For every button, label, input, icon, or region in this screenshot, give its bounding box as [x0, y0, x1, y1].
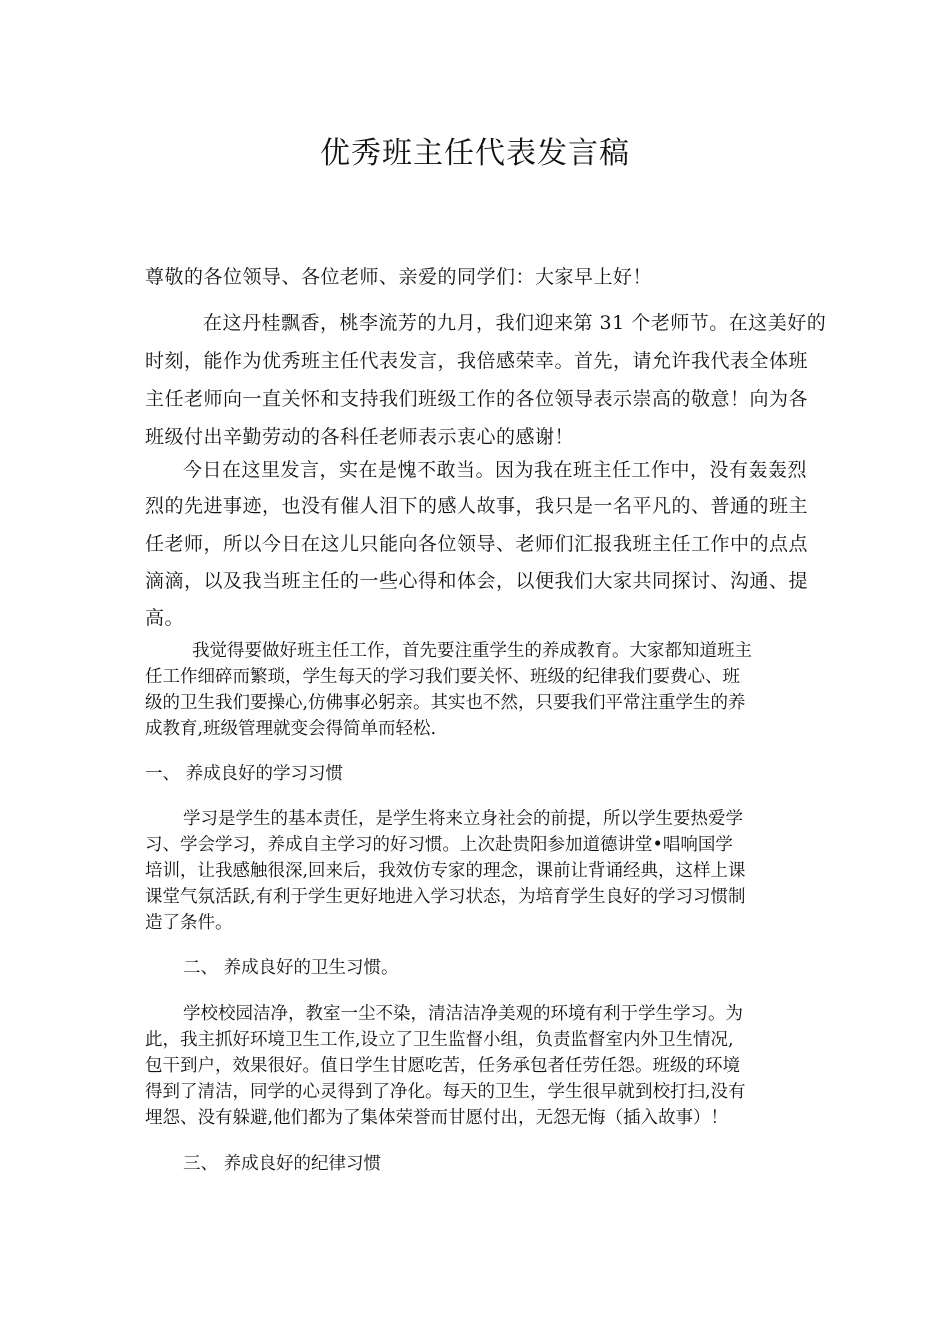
salutation: 尊敬的各位领导、各位老师、亲爱的同学们：大家早上好！ [145, 266, 653, 288]
section-line: 包干到户，效果很好。值日学生甘愿吃苦，任务承包者任劳任怨。班级的环境 [145, 1056, 740, 1076]
section-line: 学习是学生的基本责任，是学生将来立身社会的前提，所以学生要热爱学 [183, 809, 743, 829]
section-line: 习、学会学习，养成自主学习的好习惯。上次赴贵阳参加道德讲堂•唱响国学 [145, 835, 733, 855]
paragraph-line: 烈的先进事迹，也没有催人泪下的感人故事，我只是一名平凡的、普通的班主 [145, 495, 809, 517]
paragraph-line: 时刻，能作为优秀班主任代表发言，我倍感荣幸。首先，请允许我代表全体班 [145, 350, 809, 372]
paragraph-line: 滴滴，以及我当班主任的一些心得和体会，以便我们大家共同探讨、沟通、提 [145, 570, 809, 592]
section-line: 埋怨、没有躲避,他们都为了集体荣誉而甘愿付出，无怨无悔（插入故事）！ [145, 1108, 729, 1128]
section-line: 培训，让我感触很深,回来后，我效仿专家的理念，课前让背诵经典，这样上课 [145, 861, 746, 881]
paragraph-line: 今日在这里发言，实在是愧不敢当。因为我在班主任工作中，没有轰轰烈 [183, 459, 808, 481]
section-line: 得到了清洁，同学的心灵得到了净化。每天的卫生，学生很早就到校打扫,没有 [145, 1082, 746, 1102]
section-line: 造了条件。 [145, 913, 233, 933]
section-line: 学校校园洁净，教室一尘不染，清洁洁净美观的环境有利于学生学习。为 [183, 1004, 743, 1024]
paragraph-line: 主任老师向一直关怀和支持我们班级工作的各位领导表示崇高的敬意！向为各 [145, 388, 809, 410]
paragraph-line: 级的卫生我们要操心,仿佛事必躬亲。其实也不然，只要我们平常注重学生的养 [145, 693, 746, 713]
section-heading: 一、 养成良好的学习习惯 [145, 764, 344, 784]
paragraph-line: 任工作细碎而繁琐，学生每天的学习我们要关怀、班级的纪律我们要费心、班 [145, 667, 740, 687]
section-heading: 三、 养成良好的纪律习惯 [183, 1154, 382, 1174]
paragraph-line: 在这丹桂飘香，桃李流芳的九月，我们迎来第 31 个老师节。在这美好的 [203, 312, 827, 334]
paragraph-line: 高。 [145, 607, 185, 629]
document-title: 优秀班主任代表发言稿 [320, 136, 630, 171]
section-line: 此，我主抓好环境卫生工作,设立了卫生监督小组，负责监督室内外卫生情况, [145, 1030, 734, 1050]
section-line: 课堂气氛活跃,有利于学生更好地进入学习状态，为培育学生良好的学习习惯制 [145, 887, 746, 907]
paragraph-line: 任老师，所以今日在这儿只能向各位领导、老师们汇报我班主任工作中的点点 [145, 533, 809, 555]
paragraph-line: 成教育,班级管理就变会得简单而轻松. [145, 719, 437, 739]
paragraph-line: 我觉得要做好班主任工作，首先要注重学生的养成教育。大家都知道班主 [192, 641, 752, 661]
paragraph-line: 班级付出辛勤劳动的各科任老师表示衷心的感谢！ [145, 426, 575, 448]
section-heading: 二、 养成良好的卫生习惯。 [183, 958, 399, 978]
